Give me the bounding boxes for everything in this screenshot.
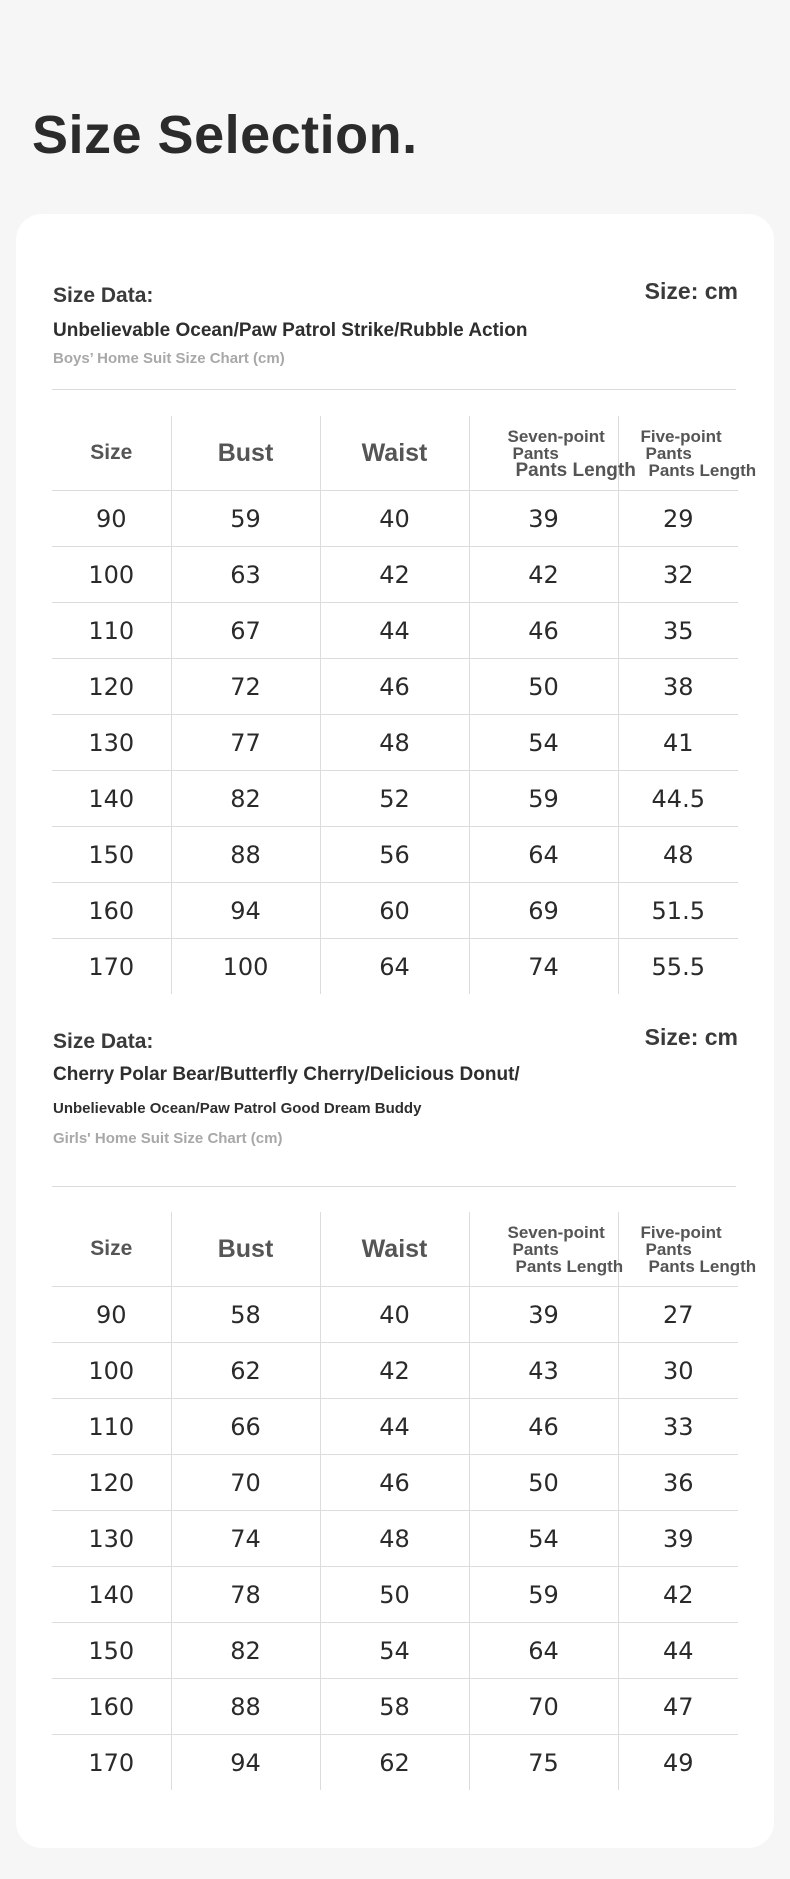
product-names: Cherry Polar Bear/Butterfly Cherry/Delicious Donut/ xyxy=(53,1064,520,1085)
table-row xyxy=(52,827,738,883)
header-line: Five-point xyxy=(640,1222,722,1242)
header-five-point-pants-length xyxy=(618,416,757,491)
header-waist: Waist xyxy=(320,416,469,491)
cell-seven-point-pants-length: 69 xyxy=(469,883,618,939)
chart-caption: Boys’ Home Suit Size Chart (cm) xyxy=(53,350,285,367)
cell-waist: 56 xyxy=(320,827,469,883)
cell-five-point-pants-length: 44 xyxy=(618,1623,738,1679)
cell-waist: 44 xyxy=(320,603,469,659)
cell-size: 110 xyxy=(52,1399,171,1455)
cell-seven-point-pants-length: 50 xyxy=(469,659,618,715)
cell-bust: 72 xyxy=(171,659,320,715)
cell-waist: 52 xyxy=(320,771,469,827)
cell-bust: 62 xyxy=(171,1343,320,1399)
table-row xyxy=(52,1511,738,1567)
cell-size: 90 xyxy=(52,1287,171,1343)
size-data-label: Size Data: xyxy=(53,1030,154,1053)
table-row xyxy=(52,939,738,995)
cell-five-point-pants-length: 33 xyxy=(618,1399,738,1455)
header-five-point-pants-length xyxy=(618,1212,757,1287)
header-seven-point-pants-length xyxy=(469,1212,624,1287)
cell-bust: 78 xyxy=(171,1567,320,1623)
cell-seven-point-pants-length: 42 xyxy=(469,547,618,603)
cell-bust: 66 xyxy=(171,1399,320,1455)
cell-seven-point-pants-length: 54 xyxy=(469,715,618,771)
cell-bust: 58 xyxy=(171,1287,320,1343)
cell-seven-point-pants-length: 75 xyxy=(469,1735,618,1791)
cell-size: 100 xyxy=(52,547,171,603)
cell-size: 140 xyxy=(52,771,171,827)
cell-bust: 82 xyxy=(171,771,320,827)
page-title: Size Selection. xyxy=(32,105,418,165)
cell-bust: 88 xyxy=(171,1679,320,1735)
cell-bust: 94 xyxy=(171,1735,320,1791)
cell-waist: 42 xyxy=(320,547,469,603)
cell-five-point-pants-length: 29 xyxy=(618,491,738,547)
table-row xyxy=(52,771,738,827)
cell-size: 160 xyxy=(52,1679,171,1735)
cell-size: 130 xyxy=(52,715,171,771)
header-line: Seven-point xyxy=(507,426,605,446)
cell-five-point-pants-length: 30 xyxy=(618,1343,738,1399)
cell-waist: 40 xyxy=(320,1287,469,1343)
cell-size: 140 xyxy=(52,1567,171,1623)
cell-size: 150 xyxy=(52,1623,171,1679)
divider xyxy=(52,389,736,390)
cell-bust: 100 xyxy=(171,939,320,995)
header-line: Pants xyxy=(512,1239,559,1259)
cell-waist: 48 xyxy=(320,715,469,771)
cell-seven-point-pants-length: 64 xyxy=(469,827,618,883)
cell-bust: 74 xyxy=(171,1511,320,1567)
cell-waist: 40 xyxy=(320,491,469,547)
cell-waist: 46 xyxy=(320,1455,469,1511)
header-bust: Bust xyxy=(171,1212,320,1287)
header-line: Pants Length xyxy=(648,1256,757,1276)
table-row xyxy=(52,883,738,939)
cell-seven-point-pants-length: 50 xyxy=(469,1455,618,1511)
cell-size: 100 xyxy=(52,1343,171,1399)
cell-size: 90 xyxy=(52,491,171,547)
header-line: Pants xyxy=(645,443,692,463)
table-row xyxy=(52,659,738,715)
cell-waist: 58 xyxy=(320,1679,469,1735)
cell-five-point-pants-length: 32 xyxy=(618,547,738,603)
cell-waist: 48 xyxy=(320,1511,469,1567)
header-line: Pants Length xyxy=(648,460,757,480)
header-size: Size xyxy=(52,416,171,491)
table-row xyxy=(52,1455,738,1511)
cell-five-point-pants-length: 55.5 xyxy=(651,952,705,981)
table-row xyxy=(52,715,738,771)
size-chart-card xyxy=(16,214,774,1848)
cell-five-point-pants-length: 47 xyxy=(618,1679,738,1735)
cell-bust: 59 xyxy=(171,491,320,547)
cell-waist: 44 xyxy=(320,1399,469,1455)
cell-seven-point-pants-length: 70 xyxy=(469,1679,618,1735)
cell-seven-point-pants-length: 46 xyxy=(469,603,618,659)
cell-seven-point-pants-length: 43 xyxy=(469,1343,618,1399)
cell-waist: 46 xyxy=(320,659,469,715)
cell-size: 120 xyxy=(52,659,171,715)
header-line: Pants Length xyxy=(515,459,636,481)
cell-bust: 70 xyxy=(171,1455,320,1511)
cell-five-point-pants-length: 41 xyxy=(618,715,738,771)
cell-five-point-pants-length: 48 xyxy=(618,827,738,883)
girls-size-table xyxy=(52,1212,757,1790)
header-size: Size xyxy=(52,1212,171,1287)
cell-five-point-pants-length: 44.5 xyxy=(618,771,738,827)
cell-seven-point-pants-length: 74 xyxy=(469,939,618,995)
product-names-continued: Unbelievable Ocean/Paw Patrol Good Dream Buddy xyxy=(53,1100,422,1117)
cell-size: 150 xyxy=(52,827,171,883)
header-seven-point-pants-length xyxy=(469,416,636,491)
cell-bust: 67 xyxy=(171,603,320,659)
cell-seven-point-pants-length: 46 xyxy=(469,1399,618,1455)
table-header-row xyxy=(52,416,738,491)
cell-waist: 54 xyxy=(320,1623,469,1679)
table-row xyxy=(52,1679,738,1735)
cell-seven-point-pants-length: 59 xyxy=(469,771,618,827)
cell-size: 170 xyxy=(52,939,171,995)
cell-waist: 60 xyxy=(320,883,469,939)
header-bust: Bust xyxy=(171,416,320,491)
cell-waist: 50 xyxy=(320,1567,469,1623)
cell-five-point-pants-length: 42 xyxy=(618,1567,738,1623)
cell-five-point-pants-length: 35 xyxy=(618,603,738,659)
table-row xyxy=(52,1567,738,1623)
cell-seven-point-pants-length: 39 xyxy=(469,1287,618,1343)
table-header-row xyxy=(52,1212,738,1287)
cell-seven-point-pants-length: 39 xyxy=(469,491,618,547)
size-unit-label: Size: cm xyxy=(644,278,738,304)
table-row xyxy=(52,603,738,659)
cell-five-point-pants-length: 38 xyxy=(618,659,738,715)
table-row xyxy=(52,1399,738,1455)
cell-size: 170 xyxy=(52,1735,171,1791)
cell-waist: 62 xyxy=(320,1735,469,1791)
header-waist: Waist xyxy=(320,1212,469,1287)
cell-five-point-pants-length: 49 xyxy=(662,1748,694,1777)
cell-size: 120 xyxy=(52,1455,171,1511)
chart-caption: Girls' Home Suit Size Chart (cm) xyxy=(53,1130,283,1147)
cell-five-point-pants-length: 51.5 xyxy=(618,883,738,939)
cell-waist: 42 xyxy=(320,1343,469,1399)
table-row xyxy=(52,1287,738,1343)
product-names: Unbelievable Ocean/Paw Patrol Strike/Rubble Action xyxy=(53,320,528,341)
table-row xyxy=(52,1735,738,1791)
cell-seven-point-pants-length: 54 xyxy=(469,1511,618,1567)
table-row xyxy=(52,491,738,547)
cell-bust: 88 xyxy=(171,827,320,883)
header-line: Pants xyxy=(645,1239,692,1259)
table-row xyxy=(52,547,738,603)
size-unit-label: Size: cm xyxy=(644,1024,738,1050)
divider xyxy=(52,1186,736,1187)
cell-size: 110 xyxy=(52,603,171,659)
table-row xyxy=(52,1623,738,1679)
table-row xyxy=(52,1343,738,1399)
cell-bust: 82 xyxy=(171,1623,320,1679)
cell-five-point-pants-length: 27 xyxy=(618,1287,738,1343)
cell-bust: 94 xyxy=(171,883,320,939)
cell-waist: 64 xyxy=(320,939,469,995)
header-line: Pants Length xyxy=(515,1256,624,1276)
boys-size-table xyxy=(52,416,757,994)
header-line: Pants xyxy=(512,443,559,463)
cell-size: 160 xyxy=(52,883,171,939)
cell-seven-point-pants-length: 59 xyxy=(469,1567,618,1623)
size-data-label: Size Data: xyxy=(53,284,154,307)
header-line: Seven-point xyxy=(507,1222,605,1242)
cell-seven-point-pants-length: 64 xyxy=(469,1623,618,1679)
cell-bust: 63 xyxy=(171,547,320,603)
cell-size: 130 xyxy=(52,1511,171,1567)
cell-bust: 77 xyxy=(171,715,320,771)
cell-five-point-pants-length: 39 xyxy=(618,1511,738,1567)
cell-five-point-pants-length: 36 xyxy=(618,1455,738,1511)
header-line: Five-point xyxy=(640,426,722,446)
